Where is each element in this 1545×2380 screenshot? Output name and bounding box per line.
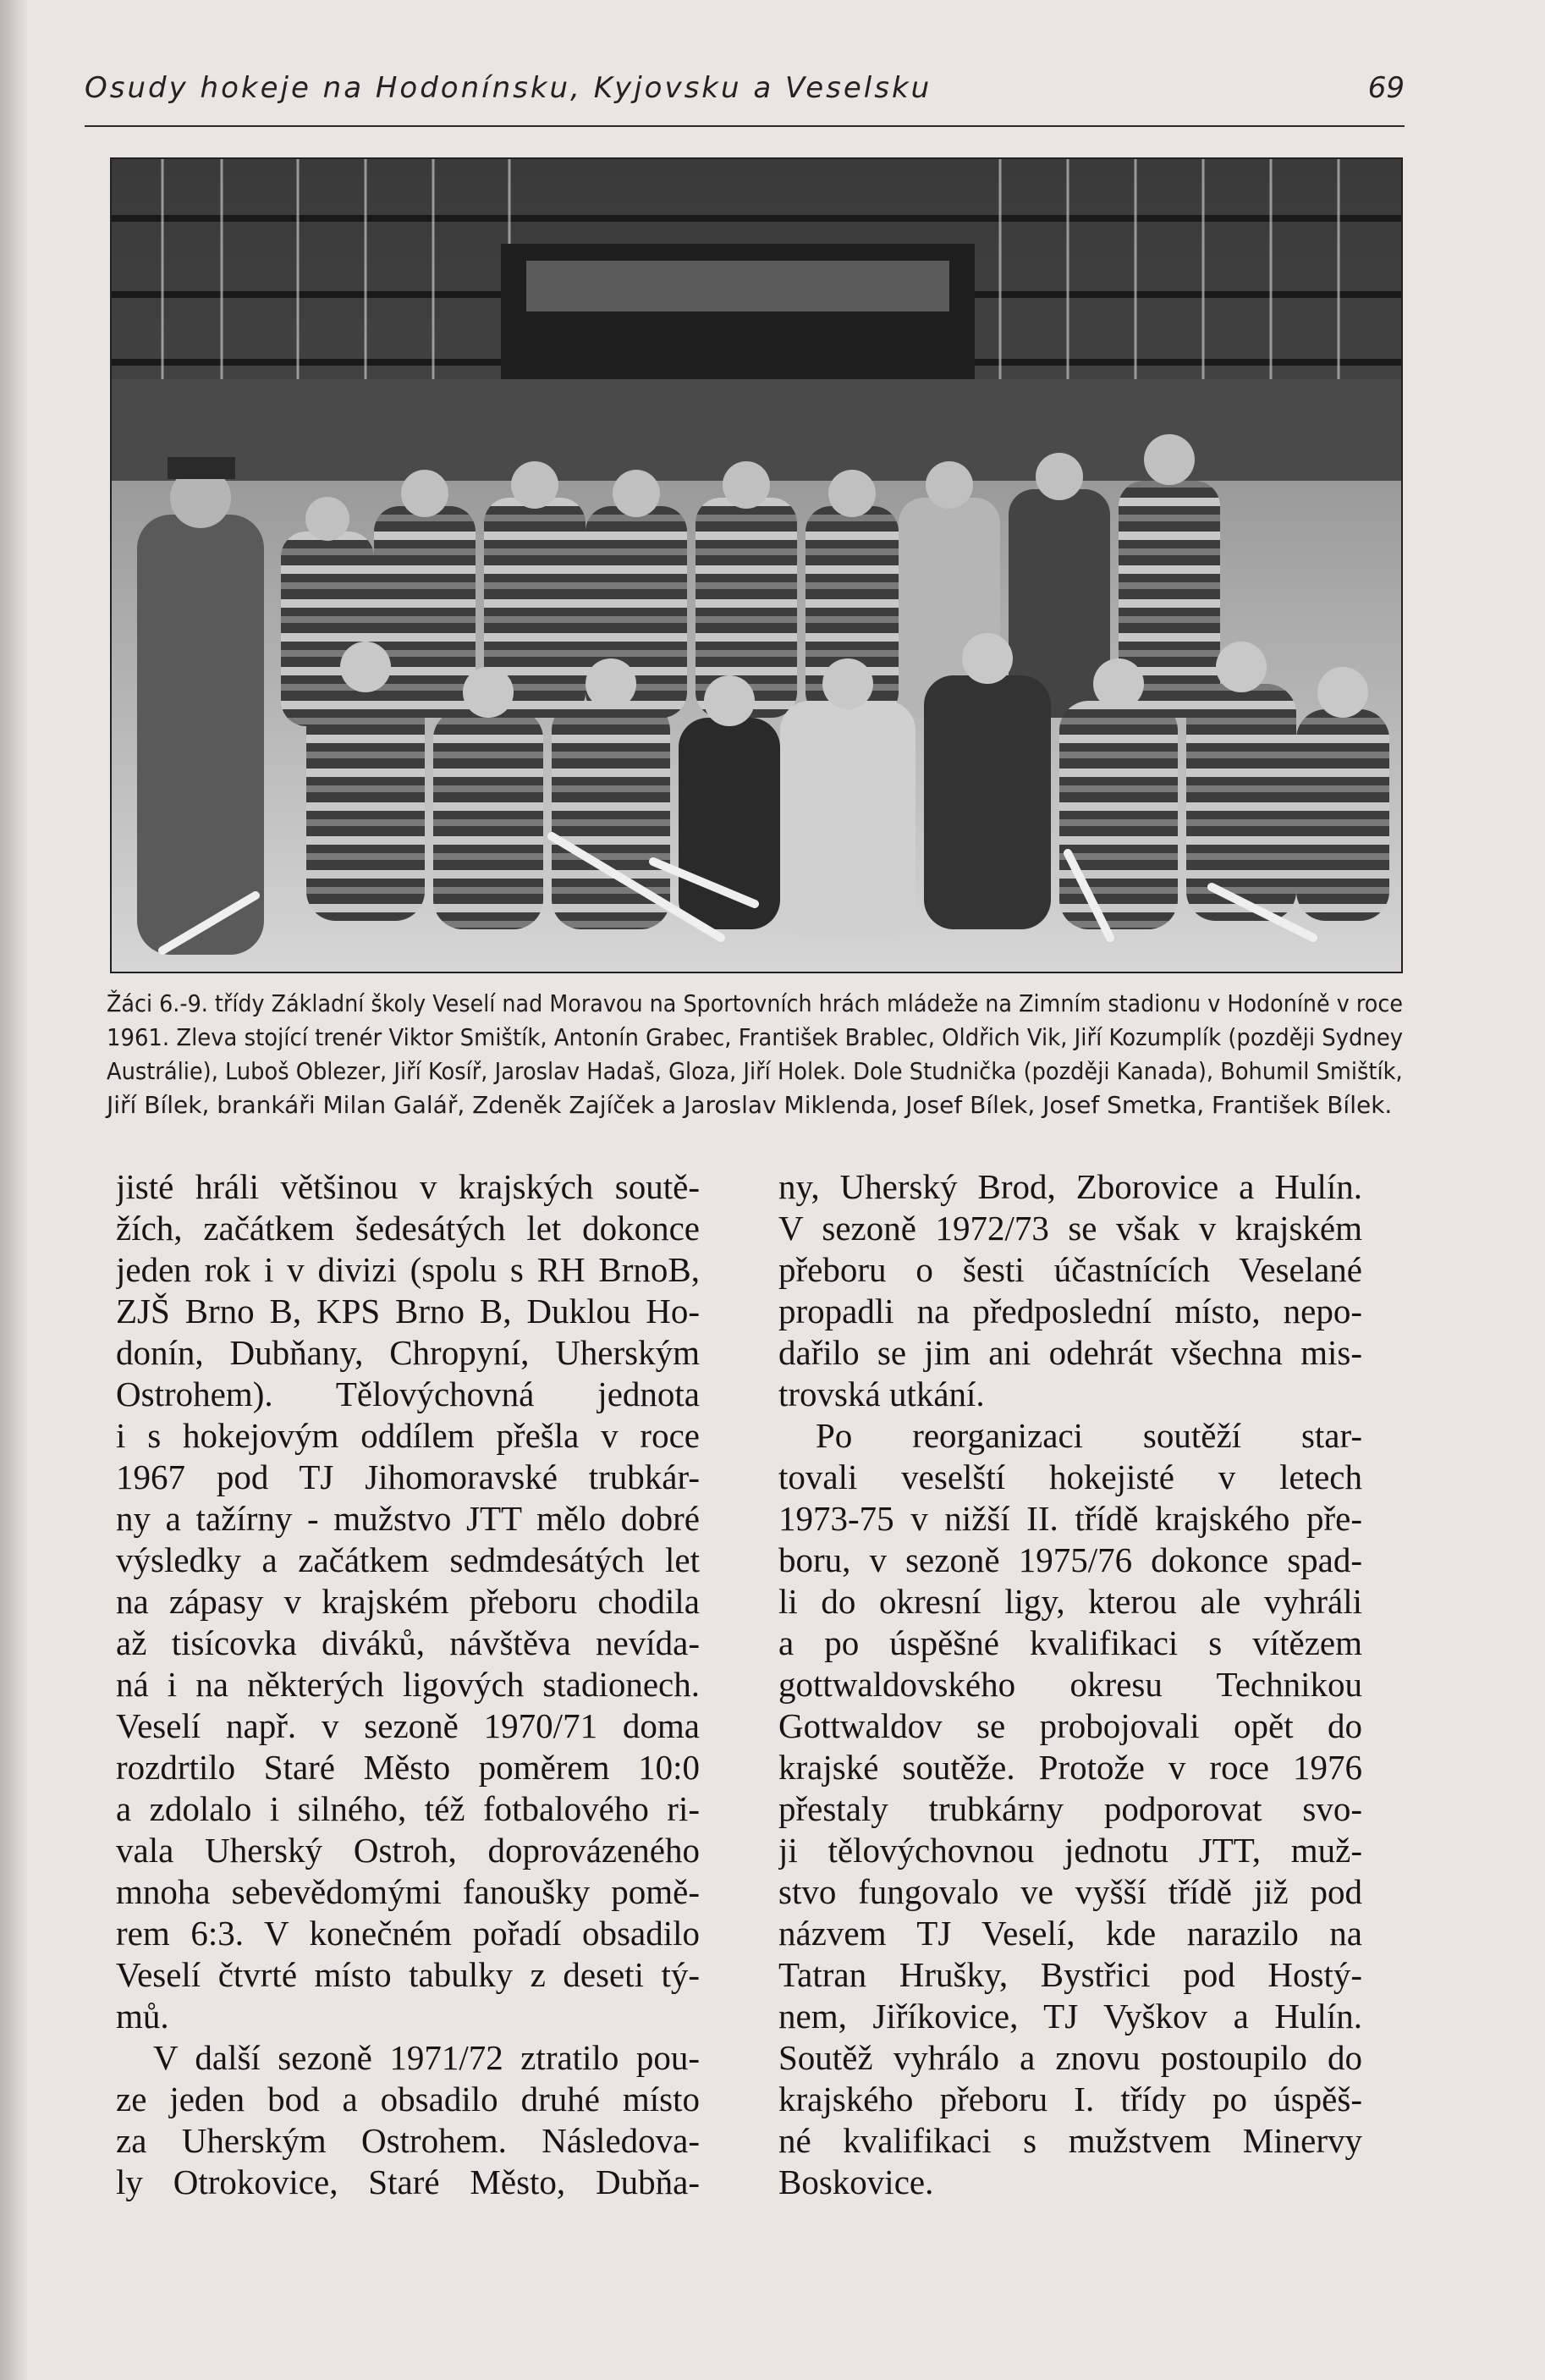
caption-line: 1961. Zleva stojící trenér Viktor Smištík, Antonín Grabec, František Brablec, Oldřich Vik, Jiří Kozumplík (později Sydney xyxy=(107,1023,1404,1051)
body-column-right xyxy=(778,1166,1362,2203)
text-line: 1967 pod TJ Jihomoravské trubkár- xyxy=(116,1457,700,1496)
text-line: jisté hráli většinou v krajských soutě- xyxy=(116,1167,700,1206)
text-line: mnoha sebevědomými fanoušky pomě- xyxy=(116,1872,700,1911)
text-line: dařilo se jim ani odehrát všechna mis- xyxy=(778,1333,1362,1372)
text-line: ly Otrokovice, Staré Město, Dubňa- xyxy=(116,2162,700,2201)
text-line: V další sezoně 1971/72 ztratilo pou- xyxy=(153,2038,700,2077)
text-line: 1973-75 v nižší II. třídě krajského pře- xyxy=(778,1499,1362,1538)
text-line: ZJŠ Brno B, KPS Brno B, Duklou Ho- xyxy=(116,1292,700,1330)
text-line: názvem TJ Veselí, kde narazilo na xyxy=(778,1914,1362,1953)
running-header xyxy=(85,66,1405,127)
text-line: přestaly trubkárny podporovat svo- xyxy=(778,1789,1362,1828)
page-number: 69 xyxy=(1367,71,1405,105)
text-line: trovská utkání. xyxy=(778,1375,985,1413)
text-line: jeden rok i v divizi (spolu s RH BrnoB, xyxy=(116,1250,700,1289)
text-line: ná i na některých ligových stadionech. xyxy=(116,1665,700,1704)
team-photo xyxy=(110,157,1403,973)
text-line: krajského přeboru I. třídy po úspěš- xyxy=(778,2080,1362,2118)
text-line: přeboru o šesti účastnících Veselané xyxy=(778,1250,1362,1289)
page-edge-shadow xyxy=(0,0,29,2380)
text-line: krajské soutěže. Protože v roce 1976 xyxy=(778,1748,1362,1787)
running-title: Osudy hokeje na Hodonínsku, Kyjovsku a Veselsku xyxy=(85,71,932,105)
text-line: vala Uherský Ostroh, doprovázeného xyxy=(116,1831,700,1870)
text-line: ze jeden bod a obsadilo druhé místo xyxy=(116,2080,700,2118)
text-line: donín, Dubňany, Chropyní, Uherským xyxy=(116,1333,700,1372)
text-line: za Uherským Ostrohem. Následova- xyxy=(116,2121,700,2160)
text-line: boru, v sezoně 1975/76 dokonce spad- xyxy=(778,1540,1362,1579)
text-line: ny a tažírny - mužstvo JTT mělo dobré xyxy=(116,1499,700,1538)
text-line: Po reorganizaci soutěží star- xyxy=(816,1416,1362,1455)
text-line: Soutěž vyhrálo a znovu postoupilo do xyxy=(778,2038,1362,2077)
text-line: výsledky a začátkem sedmdesátých let xyxy=(116,1540,700,1579)
caption-line: Austrálie), Luboš Oblezer, Jiří Kosíř, Jaroslav Hadaš, Gloza, Jiří Holek. Dole Studnička (později Kanada), Bohumil Smištík, xyxy=(107,1057,1403,1085)
text-line: a po úspěšné kvalifikaci s vítězem xyxy=(778,1623,1362,1662)
body-column-left xyxy=(116,1166,700,2203)
text-line: až tisícovka diváků, návštěva nevída- xyxy=(116,1623,700,1662)
text-line: li do okresní ligy, kterou ale vyhráli xyxy=(778,1582,1362,1621)
text-line: propadli na předposlední místo, nepo- xyxy=(778,1292,1362,1330)
text-line: mů. xyxy=(116,1997,169,2036)
text-line: Ostrohem). Tělovýchovná jednota xyxy=(116,1375,700,1413)
text-line: žích, začátkem šedesátých let dokonce xyxy=(116,1209,700,1248)
text-line: né kvalifikaci s mužstvem Minervy xyxy=(778,2121,1362,2160)
text-line: gottwaldovského okresu Technikou xyxy=(778,1665,1362,1704)
text-line: ji tělovýchovnou jednotu JTT, muž- xyxy=(778,1831,1362,1870)
caption-line: Žáci 6.-9. třídy Základní školy Veselí nad Moravou na Sportovních hrách mládeže na Zimním stadionu v Hodoníně v roce xyxy=(107,989,1403,1017)
text-line: ny, Uherský Brod, Zborovice a Hulín. xyxy=(778,1167,1362,1206)
text-line: nem, Jiříkovice, TJ Vyškov a Hulín. xyxy=(778,1997,1362,2036)
text-line: Gottwaldov se probojovali opět do xyxy=(778,1706,1362,1745)
text-line: rozdrtilo Staré Město poměrem 10:0 xyxy=(116,1748,700,1787)
text-line: na zápasy v krajském přeboru chodila xyxy=(116,1582,700,1621)
caption-line: Jiří Bílek, brankáři Milan Galář, Zdeněk Zajíček a Jaroslav Miklenda, Josef Bílek, Josef Smetka, František Bílek. xyxy=(107,1091,1393,1119)
text-line: a zdolalo i silného, též fotbalového ri- xyxy=(116,1789,700,1828)
text-line: Boskovice. xyxy=(778,2162,934,2201)
text-line: V sezoně 1972/73 se však v krajském xyxy=(778,1209,1362,1248)
photo-caption xyxy=(107,987,1403,1122)
text-line: Veselí čtvrté místo tabulky z deseti tý- xyxy=(116,1955,700,1994)
text-line: tovali veselští hokejisté v letech xyxy=(778,1457,1362,1496)
team-photo-icon xyxy=(112,159,1401,972)
text-line: Veselí např. v sezoně 1970/71 doma xyxy=(116,1706,700,1745)
text-line: stvo fungovalo ve vyšší třídě již pod xyxy=(778,1872,1362,1911)
text-line: i s hokejovým oddílem přešla v roce xyxy=(116,1416,700,1455)
text-line: rem 6:3. V konečném pořadí obsadilo xyxy=(116,1914,700,1953)
text-line: Tatran Hrušky, Bystřici pod Hostý- xyxy=(778,1955,1362,1994)
